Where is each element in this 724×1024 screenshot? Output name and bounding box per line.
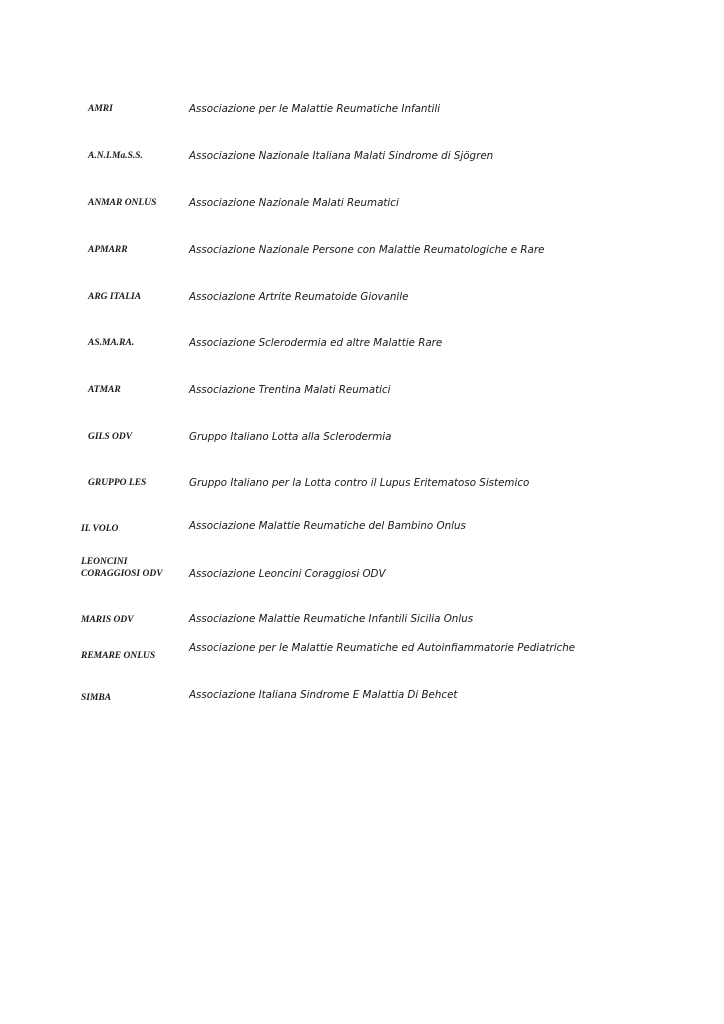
association-name: Associazione Trentina Malati Reumatici	[189, 384, 391, 396]
association-name: Associazione Malattie Reumatiche Infantili Sicilia Onlus	[189, 613, 474, 625]
association-row-il-volo	[0, 519, 724, 559]
association-name: Associazione Artrite Reumatoide Giovanile	[189, 291, 409, 303]
association-abbreviation: REMARE ONLUS	[81, 651, 156, 661]
association-abbreviation: MARIS ODV	[81, 615, 134, 625]
association-abbreviation: A.N.I.Ma.S.S.	[88, 151, 143, 161]
association-row-arg-italia	[0, 288, 724, 328]
association-row-animass	[0, 147, 724, 187]
association-row-amri	[0, 100, 724, 140]
association-name: Associazione Nazionale Persone con Malattie Reumatologiche e Rare	[189, 244, 545, 256]
association-abbreviation: GRUPPO LES	[88, 478, 147, 488]
association-abbreviation: GILS ODV	[88, 432, 133, 442]
association-abbreviation: IL VOLO	[81, 524, 119, 534]
association-row-asmara	[0, 334, 724, 374]
association-name: Associazione Italiana Sindrome E Malattia Di Behcet	[189, 689, 458, 701]
association-name: Associazione Sclerodermia ed altre Malattie Rare	[189, 337, 443, 349]
association-abbreviation-line-1: LEONCINI	[81, 557, 128, 567]
association-name: Gruppo Italiano Lotta alla Sclerodermia	[189, 431, 392, 443]
association-row-gruppo-les	[0, 474, 724, 514]
association-abbreviation: ANMAR ONLUS	[88, 198, 157, 208]
association-row-atmar	[0, 381, 724, 421]
association-name: Associazione Nazionale Italiana Malati Sindrome di Sjögren	[189, 150, 494, 162]
association-abbreviation: ATMAR	[88, 385, 121, 395]
association-name: Associazione Leoncini Coraggiosi ODV	[189, 568, 386, 580]
association-abbreviation: SIMBA	[81, 693, 112, 703]
association-abbreviation-line-2: CORAGGIOSI ODV	[81, 569, 163, 579]
association-row-apmarr	[0, 241, 724, 281]
association-abbreviation: ARG ITALIA	[88, 292, 142, 302]
association-row-anmar	[0, 194, 724, 234]
association-row-gils	[0, 428, 724, 468]
association-abbreviation: APMARR	[88, 245, 128, 255]
association-abbreviation: AS.MA.RA.	[88, 338, 135, 348]
association-name: Associazione Malattie Reumatiche del Bambino Onlus	[189, 520, 466, 532]
association-name: Associazione per le Malattie Reumatiche Infantili	[189, 103, 441, 115]
association-row-simba	[0, 688, 724, 728]
association-name: Associazione Nazionale Malati Reumatici	[189, 197, 399, 209]
association-name: Gruppo Italiano per la Lotta contro il Lupus Eritematoso Sistemico	[189, 477, 530, 489]
association-row-leoncini	[0, 557, 724, 597]
association-name: Associazione per le Malattie Reumatiche ed Autoinfiammatorie Pediatriche	[189, 642, 576, 654]
association-row-remare	[0, 641, 724, 681]
association-abbreviation: AMRI	[88, 104, 113, 114]
